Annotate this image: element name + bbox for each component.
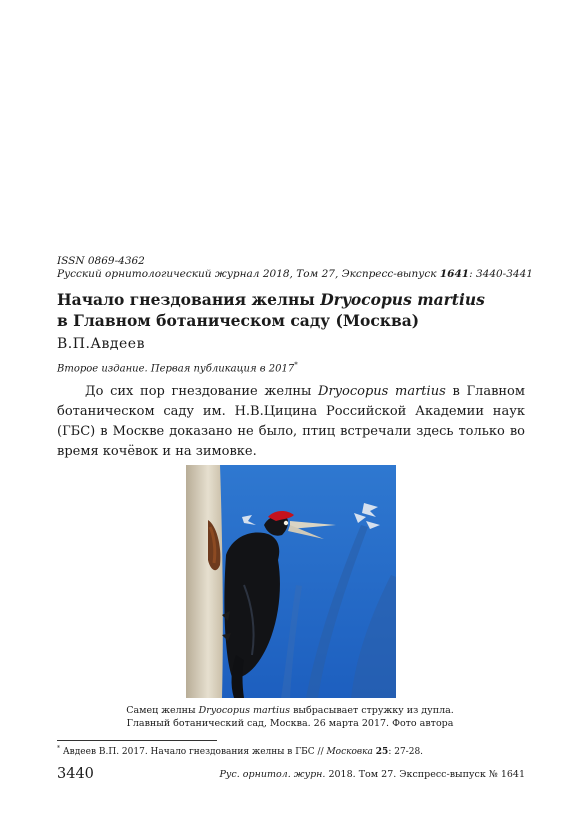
footnote-volume: 25 bbox=[375, 747, 389, 757]
journal-citation bbox=[57, 268, 533, 280]
woodpecker-photo bbox=[186, 465, 396, 698]
caption-line-2: Главный ботанический сад, Москва. 26 марта 2017. Фото автора bbox=[126, 718, 454, 729]
running-footer bbox=[220, 769, 525, 780]
title-species: Dryocopus martius bbox=[320, 290, 485, 309]
footer-details: 2018. Том 27. Экспресс-выпуск № 1641 bbox=[325, 769, 525, 780]
title-line-2: в Главном ботаническом саду (Москва) bbox=[57, 311, 420, 330]
page-range: : 3440-3441 bbox=[469, 268, 533, 280]
paragraph-start: До сих пор гнездование желны bbox=[85, 384, 319, 399]
footnote-pages: : 27-28. bbox=[388, 747, 424, 757]
caption-species: Dryocopus martius bbox=[198, 705, 291, 716]
author: В.П.Авдеев bbox=[57, 336, 145, 352]
edition-text: Второе издание. Первая публикация в 2017 bbox=[57, 363, 295, 375]
article-title bbox=[57, 289, 485, 331]
footnote bbox=[57, 745, 423, 757]
issue-number: 1641 bbox=[439, 268, 470, 280]
figure-caption bbox=[120, 704, 460, 730]
footnote-source: Московка bbox=[326, 747, 373, 757]
page-number: 3440 bbox=[57, 766, 94, 782]
paragraph-species: Dryocopus martius bbox=[318, 384, 446, 399]
footnote-divider bbox=[57, 740, 217, 741]
edition-note bbox=[57, 361, 298, 374]
journal-name: Русский орнитологический журнал 2018, Том 27, Экспресс-выпуск bbox=[57, 268, 440, 280]
journal-abbrev: Рус. орнитол. журн. bbox=[219, 769, 326, 780]
footnote-marker: * bbox=[57, 745, 60, 752]
title-text: Начало гнездования желны bbox=[57, 290, 321, 309]
footnote-text: Авдеев В.П. 2017. Начало гнездования желны в ГБС // bbox=[60, 747, 327, 757]
caption-text: Самец желны bbox=[126, 705, 199, 716]
paragraph-end: в Главном ботаническом саду им. Н.В.Цицина Российской Академии наук (ГБС) в Москве доказано не было, птиц встречали здесь только во время кочёвок и на зимовке. bbox=[57, 384, 525, 459]
caption-line-1 bbox=[120, 704, 460, 717]
body-paragraph bbox=[57, 382, 525, 462]
title-line-1 bbox=[57, 289, 485, 310]
footnote-mark: * bbox=[294, 361, 298, 369]
issn: ISSN 0869-4362 bbox=[57, 255, 145, 267]
caption-text-end: выбрасывает стружку из дупла. bbox=[290, 705, 454, 716]
